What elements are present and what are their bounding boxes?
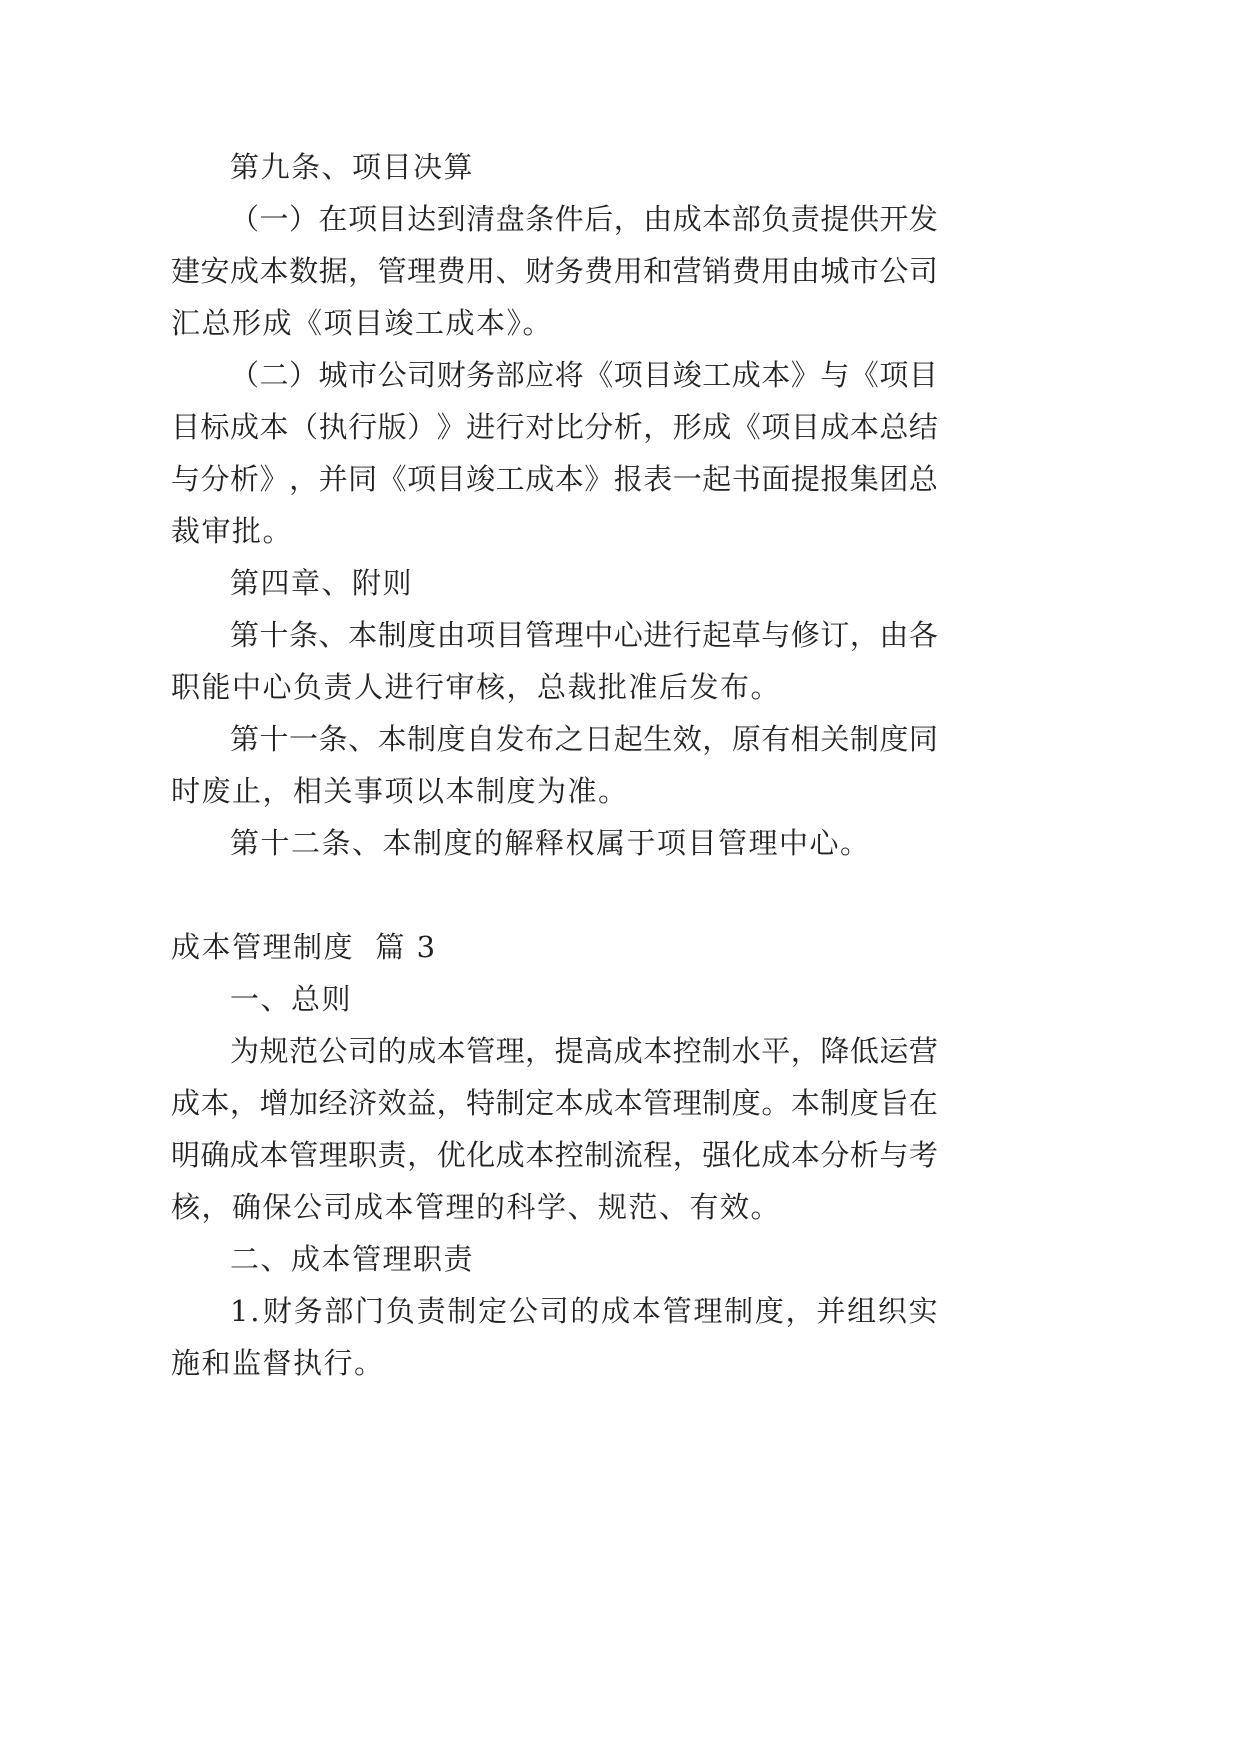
duty-1-line-2: 施和监督执行。 xyxy=(171,1346,385,1380)
general-paragraph-line-3: 明 确 成 本 管 理 职 责 ， 优 化 成 本 控 制 流 程 ， 强 化 成 本 分 析 与 考 xyxy=(171,1138,938,1172)
article-9-clause-2-line-4: 裁审批。 xyxy=(171,514,294,548)
article-12: 第十二条、本制度的解释权属于项目管理中心。 xyxy=(230,826,871,860)
article-11-line-2: 时废止，相关事项以本制度为准。 xyxy=(171,774,629,808)
article-10-line-1: 第 十 条 、 本 制 度 由 项 目 管 理 中 心 进 行 起 草 与 修 订 ， 由 各 xyxy=(230,618,938,652)
duty-1-line-1: 1 . 财 务 部 门 负 责 制 定 公 司 的 成 本 管 理 制 度 ， 并 组 织 实 xyxy=(230,1294,938,1328)
article-11-line-1: 第 十 一 条 、 本 制 度 自 发 布 之 日 起 生 效 ， 原 有 相 关 制 度 同 xyxy=(230,722,938,756)
chapter-4-heading: 第四章、附则 xyxy=(230,566,414,600)
cost-duties-heading: 二、成本管理职责 xyxy=(230,1242,475,1276)
article-9-clause-2-line-2: 目 标 成 本 （ 执 行 版 ） 》 进 行 对 比 分 析 ， 形 成 《 项 目 成 本 总 结 xyxy=(171,410,938,444)
article-9-clause-2-line-3: 与 分 析 》 ， 并 同 《 项 目 竣 工 成 本 》 报 表 一 起 书 面 提 报 集 团 总 xyxy=(171,462,938,496)
article-9-clause-1-line-3: 汇总形成《项目竣工成本》。 xyxy=(171,306,554,340)
article-9-clause-1-line-2: 建 安 成 本 数 据 ， 管 理 费 用 、 财 务 费 用 和 营 销 费 用 由 城 市 公 司 xyxy=(171,254,938,288)
general-paragraph-line-4: 核，确保公司成本管理的科学、规范、有效。 xyxy=(171,1190,782,1224)
article-9-heading: 第九条、项目决算 xyxy=(230,150,475,184)
article-9-clause-2-line-1: （ 二 ） 城 市 公 司 财 务 部 应 将 《 项 目 竣 工 成 本 》 与 《 项 目 xyxy=(230,358,938,392)
general-paragraph-line-2: 成 本 ， 增 加 经 济 效 益 ， 特 制 定 本 成 本 管 理 制 度 。 本 制 度 旨 在 xyxy=(171,1086,938,1120)
general-paragraph-line-1: 为 规 范 公 司 的 成 本 管 理 ， 提 高 成 本 控 制 水 平 ， 降 低 运 营 xyxy=(230,1034,938,1068)
section-title: 成本管理制度 篇 3 xyxy=(171,930,437,964)
general-provisions-heading: 一、总则 xyxy=(230,982,353,1016)
article-10-line-2: 职能中心负责人进行审核，总裁批准后发布。 xyxy=(171,670,782,704)
article-9-clause-1-line-1: （ 一 ） 在 项 目 达 到 清 盘 条 件 后 ， 由 成 本 部 负 责 提 供 开 发 xyxy=(230,202,938,236)
